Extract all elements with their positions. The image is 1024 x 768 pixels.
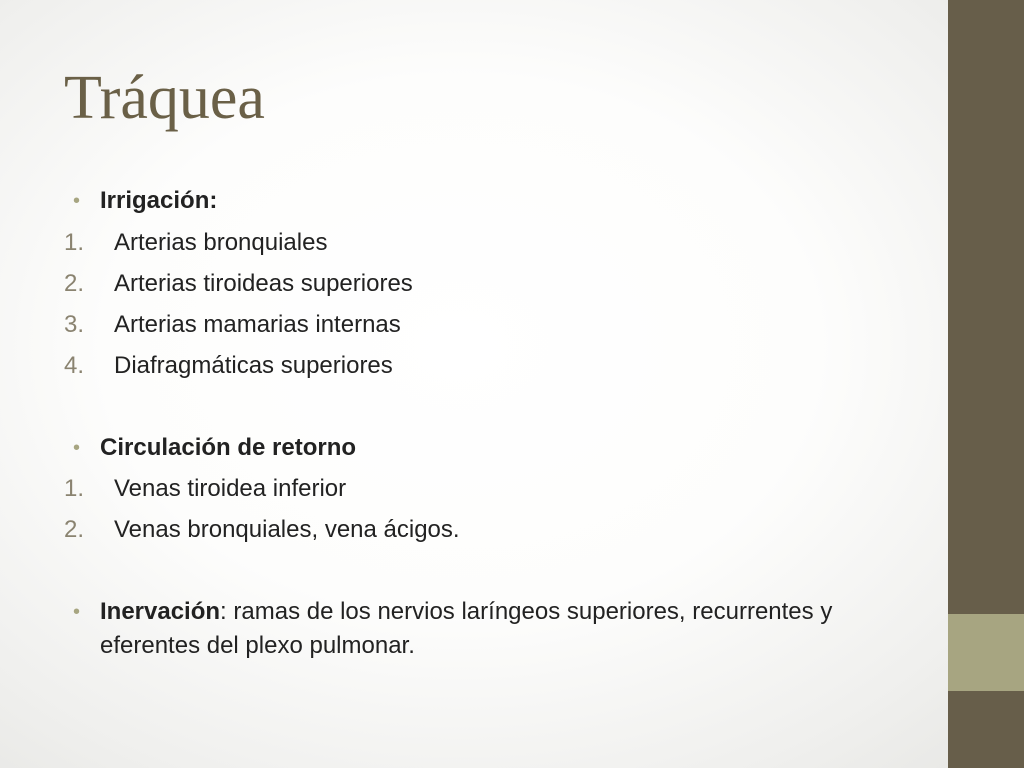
list-item: Arterias bronquiales bbox=[114, 229, 328, 256]
list-number: 2. bbox=[64, 270, 85, 297]
bullet-icon: • bbox=[73, 601, 81, 623]
section-heading-circulacion: Circulación de retorno bbox=[100, 434, 357, 461]
list-item: Arterias tiroideas superiores bbox=[114, 270, 413, 297]
decorative-side-bar-accent bbox=[948, 614, 1024, 691]
list-number: 1. bbox=[64, 475, 85, 502]
bullet-icon: • bbox=[73, 190, 81, 212]
list-item: Venas bronquiales, vena ácigos. bbox=[114, 516, 460, 543]
inervacion-paragraph bbox=[100, 595, 900, 663]
section-heading-inervacion: Inervación bbox=[100, 598, 221, 625]
inervacion-text: : ramas de los nervios laríngeos superiores, recurrentes y eferentes del plexo pulmonar. bbox=[100, 598, 833, 659]
list-number: 4. bbox=[64, 352, 85, 379]
list-item: Venas tiroidea inferior bbox=[114, 475, 347, 502]
list-number: 3. bbox=[64, 311, 85, 338]
section-heading-irrigacion: Irrigación: bbox=[100, 187, 218, 214]
bullet-icon: • bbox=[73, 437, 81, 459]
list-item: Diafragmáticas superiores bbox=[114, 352, 393, 379]
list-number: 1. bbox=[64, 229, 85, 256]
list-number: 2. bbox=[64, 516, 85, 543]
list-item: Arterias mamarias internas bbox=[114, 311, 401, 338]
slide-title: Tráquea bbox=[64, 64, 265, 132]
